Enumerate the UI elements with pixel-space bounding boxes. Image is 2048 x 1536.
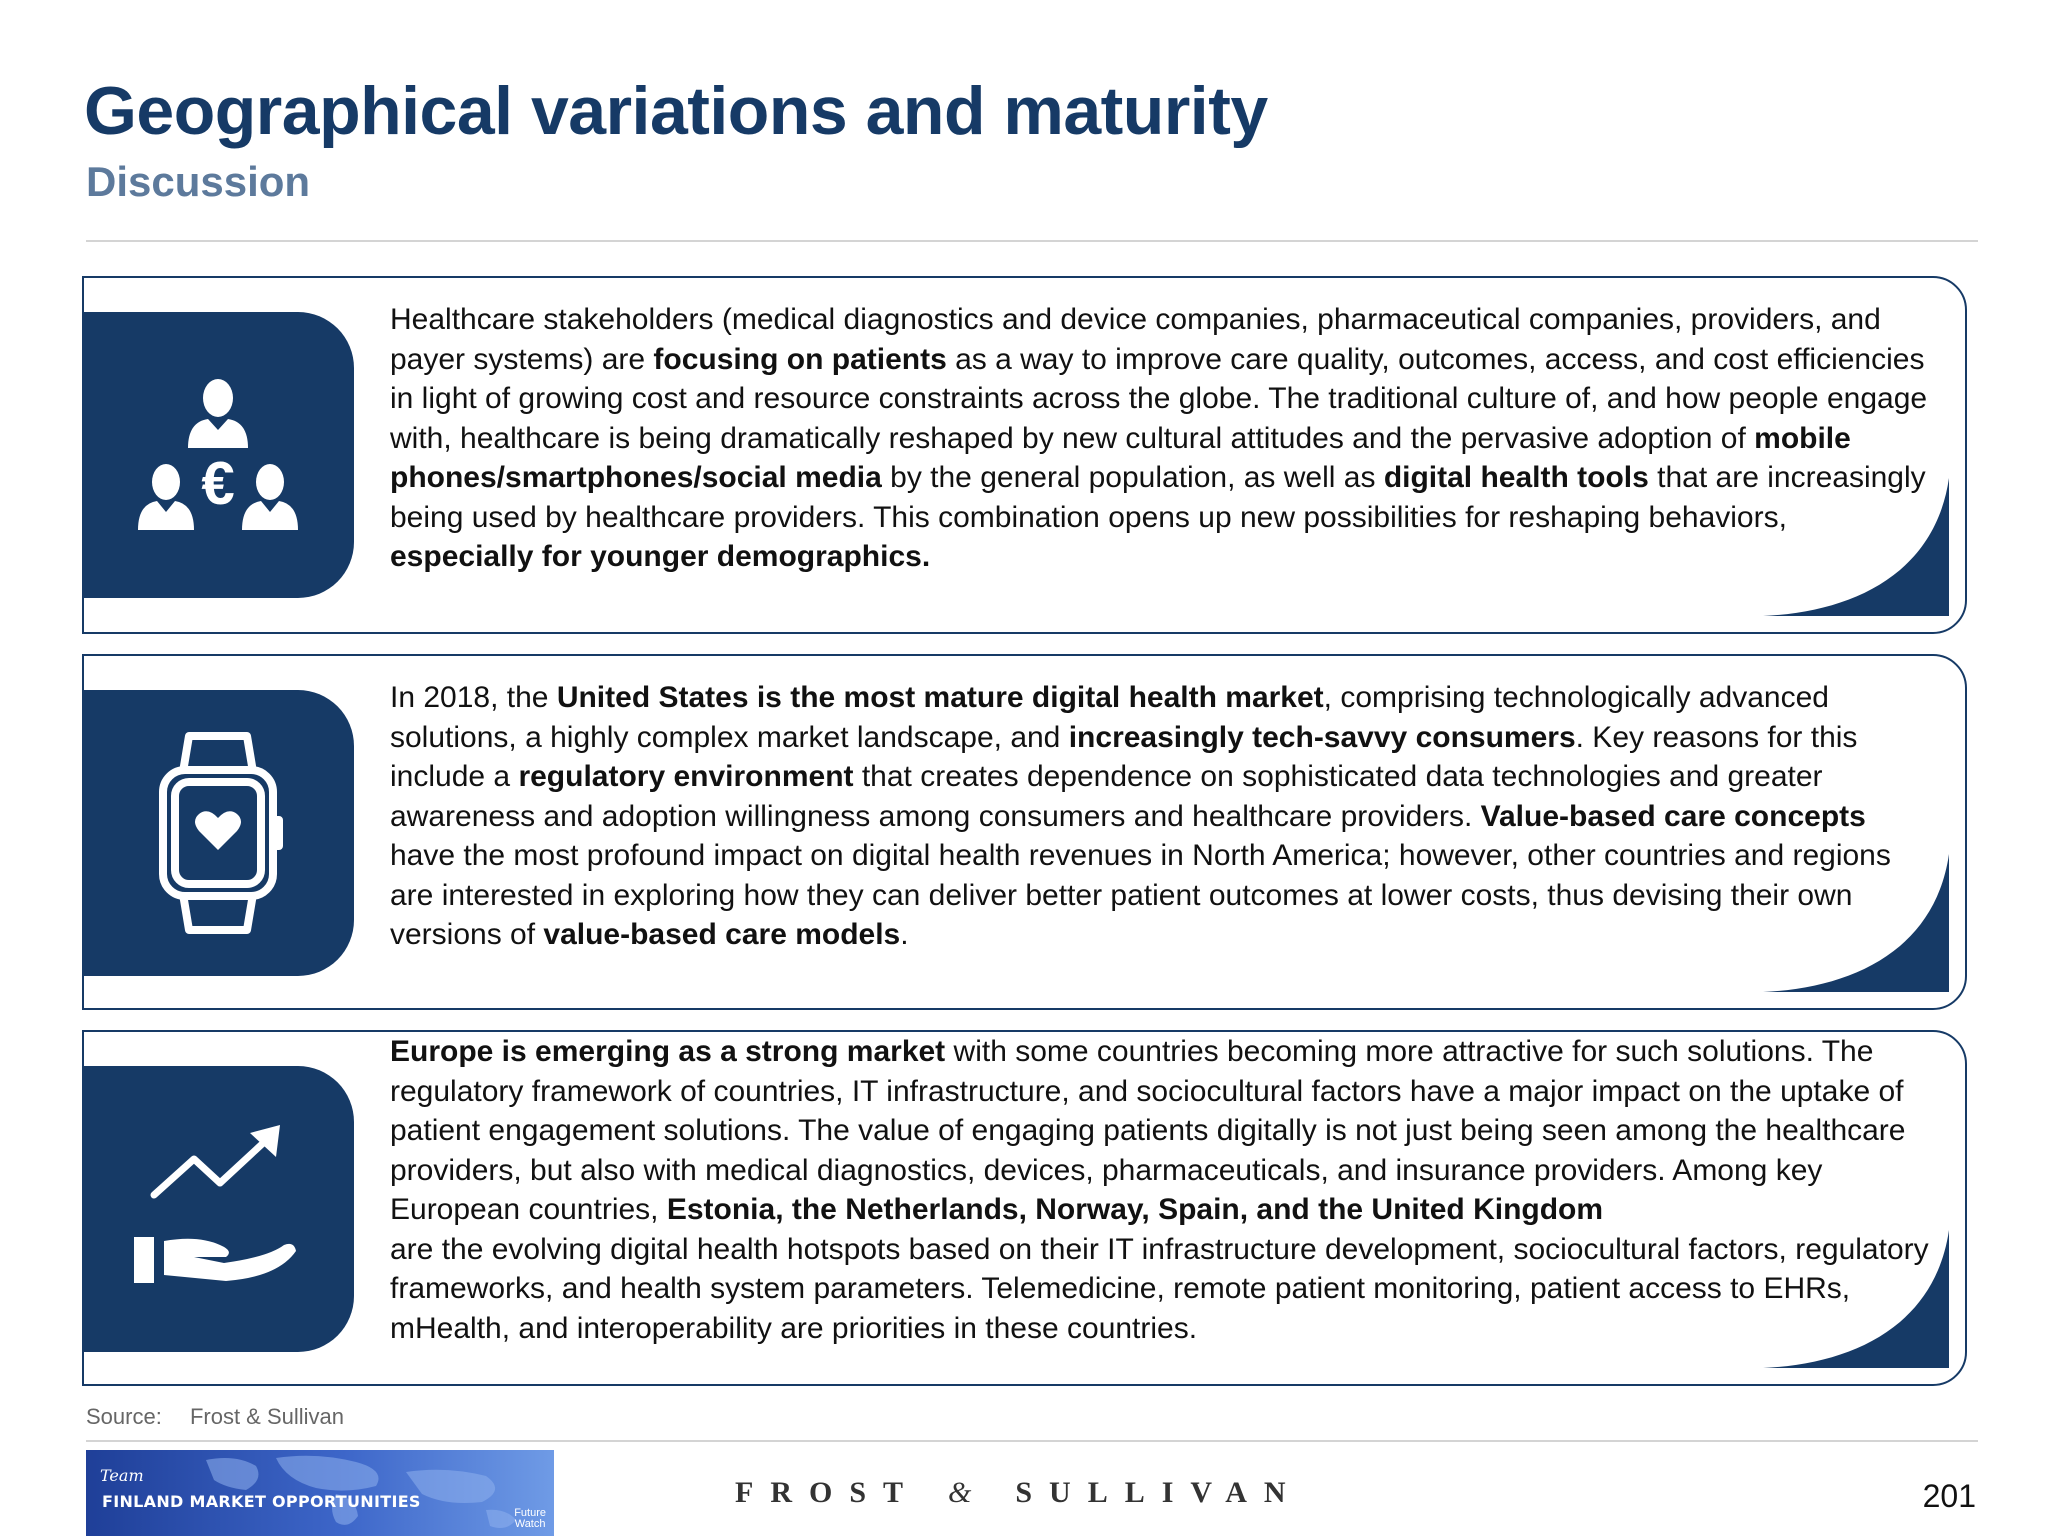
page-title: Geographical variations and maturity: [84, 73, 1268, 149]
corner-swoosh-decoration: [1763, 478, 1953, 618]
card-icon-box: [82, 312, 354, 598]
card-text: Healthcare stakeholders (medical diagnostics and device companies, pharmaceutical companies, providers, and payer systems) are focusing on patients as a way to improve care quality, outcomes, access, and cost efficiencies in light of growing cost and resource constraints across the globe. The traditional culture of, and how people engage with, healthcare is being dramatically reshaped by new cultural attitudes and the pervasive adoption of mobile phones/smartphones/social media by the general population, as well as digital health tools that are increasingly being used by healthcare providers. This combination opens up new possibilities for reshaping behaviors, especially for younger demographics.: [390, 303, 1928, 573]
header-divider: [86, 240, 1978, 242]
smartwatch-heart-icon: [153, 728, 283, 938]
card-icon-box: [82, 1066, 354, 1352]
finland-market-banner: [86, 1450, 554, 1536]
discussion-card-1: [82, 276, 1967, 634]
svg-text:€: €: [201, 450, 235, 517]
people-euro-icon: [128, 370, 308, 540]
corner-swoosh-decoration: [1763, 854, 1953, 994]
discussion-card-2: [82, 654, 1967, 1010]
hand-growth-arrow-icon: [128, 1119, 308, 1299]
source-note: [86, 1404, 344, 1430]
corner-swoosh-decoration: [1763, 1230, 1953, 1370]
footer-divider: [86, 1440, 1978, 1442]
banner-title: FINLAND MARKET OPPORTUNITIES: [102, 1492, 421, 1511]
card-icon-box: [82, 690, 354, 976]
discussion-card-3: [82, 1030, 1967, 1386]
banner-future-watch: Future Watch: [514, 1507, 546, 1530]
frost-sullivan-logo: FROST & SULLIVAN: [735, 1476, 1303, 1509]
card-text: In 2018, the United States is the most mature digital health market, comprising technologically advanced solutions, a highly complex market landscape, and increasingly tech-savvy consumers. Key reasons for this include a regulatory environment that creates dependence on sophisticated data technologies and greater awareness and adoption willingness among consumers and healthcare providers. Value-based care concepts have the most profound impact on digital health revenues in North America; however, other countries and regions are interested in exploring how they can deliver better patient outcomes at lower costs, thus devising their own versions of value-based care models.: [390, 681, 1891, 951]
source-label: Source:: [86, 1404, 162, 1429]
banner-team-text: Team: [100, 1466, 144, 1485]
card-text: Europe is emerging as a strong market with some countries becoming more attractive for such solutions. The regulatory framework of countries, IT infrastructure, and sociocultural factors have a major impact on the uptake of patient engagement solutions. The value of engaging patients digitally is not just being seen among the healthcare providers, but also with medical diagnostics, devices, pharmaceuticals, and insurance providers. Among key European countries, Estonia, the Netherlands, Norway, Spain, and the United Kingdom are the evolving digital health hotspots based on their IT infrastructure development, sociocultural factors, regulatory frameworks, and health system parameters. Telemedicine, remote patient monitoring, patient access to EHRs, mHealth, and interoperability are priorities in these countries.: [390, 1035, 1929, 1345]
source-value: Frost & Sullivan: [189, 1404, 345, 1429]
page-number: 201: [1922, 1478, 1976, 1514]
page-subtitle: Discussion: [86, 158, 311, 205]
